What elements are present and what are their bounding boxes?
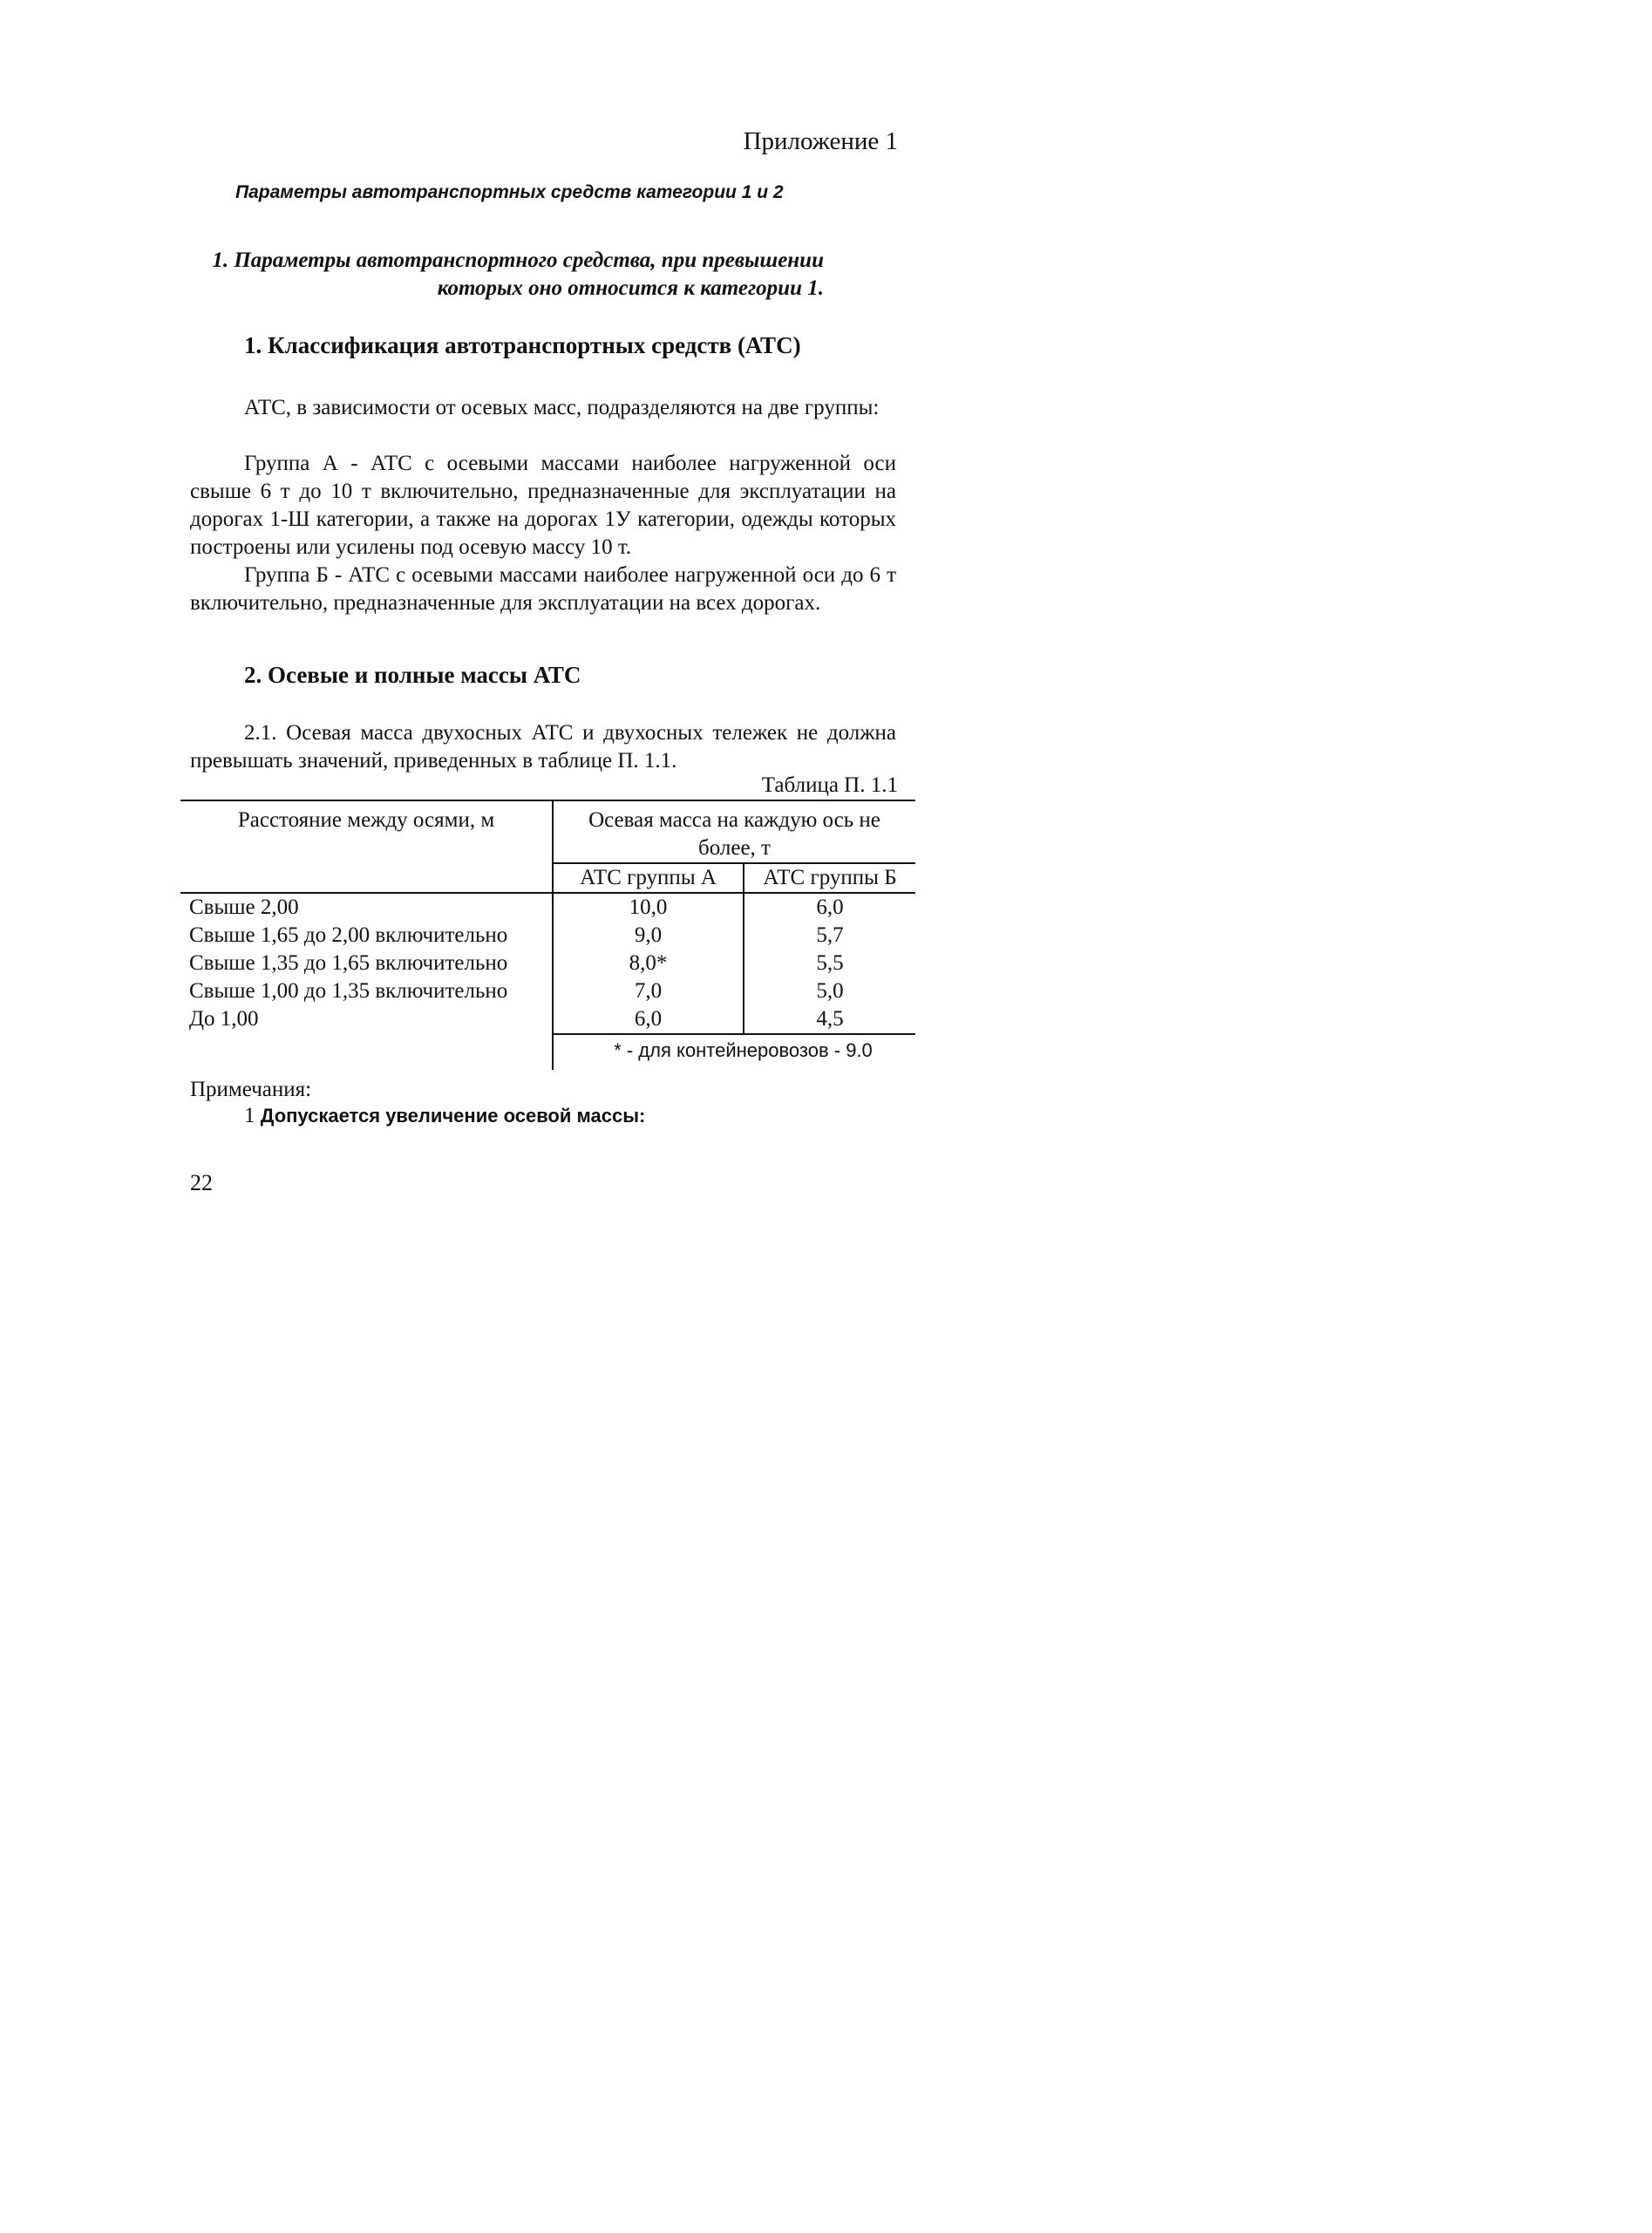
header-axle-mass: Осевая масса на каждую ось не более, т (553, 800, 915, 863)
table-caption: Таблица П. 1.1 (761, 773, 898, 797)
header-axle-distance: Расстояние между осями, м (180, 800, 553, 893)
table-row (180, 1005, 915, 1034)
row-label: Свыше 1,35 до 1,65 включительно (180, 950, 553, 977)
value-group-a: 10,0 (553, 893, 744, 922)
subtitle: 1. Параметры автотранспортного средства, при превышении которых оно относится к категории 1. (212, 248, 824, 300)
paragraph-group-b: Группа Б - АТС с осевыми массами наиболее нагруженной оси до 6 т включительно, предназначенные для эксплуатации на всех дорогах. (190, 563, 896, 615)
header-group-a: АТС группы А (553, 863, 744, 893)
section-2-heading: 2. Осевые и полные массы АТС (244, 662, 581, 688)
paragraph-2-1: 2.1. Осевая масса двухосных АТС и двухосных тележек не должна превышать значений, приведенных в таблице П. 1.1. (190, 721, 896, 773)
section-1-heading: 1. Классификация автотранспортных средств (АТС) (244, 332, 801, 358)
note-item-text: Допускается увеличение осевой массы: (260, 1105, 646, 1127)
row-label: Свыше 1,00 до 1,35 включительно (180, 977, 553, 1005)
table-footnote-row (180, 1034, 915, 1070)
value-group-a: 8,0* (553, 950, 744, 977)
appendix-label: Приложение 1 (743, 127, 898, 155)
value-group-b: 4,5 (744, 1005, 915, 1034)
axle-mass-table (180, 800, 915, 1070)
value-group-b: 6,0 (816, 895, 844, 919)
table-row (180, 893, 915, 922)
value-group-b: 5,7 (816, 923, 844, 947)
row-label: Свыше 1,65 до 2,00 включительно (180, 922, 553, 950)
row-label: Свыше 2,00 (180, 893, 553, 922)
table-row (180, 950, 915, 977)
note-item-number: 1 (244, 1104, 255, 1127)
page-number: 22 (190, 1170, 213, 1195)
table-footnote: * - для контейнеровозов - 9.0 (553, 1034, 915, 1070)
notes-title: Примечания: (190, 1078, 312, 1101)
paragraph-group-a: Группа А - АТС с осевыми массами наиболее нагруженной оси свыше 6 т до 10 т включительно, предназначенные для эксплуатации на дорогах 1-Ш категории, а также на дорогах 1У категории, одежды которых построены или усилены под осевую массу 10 т. (190, 452, 896, 559)
table-header-row (180, 800, 915, 863)
row-label: До 1,00 (180, 1005, 553, 1034)
value-group-a: 7,0 (553, 977, 744, 1005)
note-item-1 (244, 1104, 645, 1128)
paragraph-intro: АТС, в зависимости от осевых масс, подразделяются на две группы: (244, 396, 880, 419)
header-group-b: АТС группы Б (744, 863, 915, 893)
table-row (180, 977, 915, 1005)
value-group-b: 5,0 (816, 979, 844, 1003)
document-title: Параметры автотранспортных средств категории 1 и 2 (235, 182, 784, 202)
table-row (180, 922, 915, 950)
value-group-a: 9,0 (553, 922, 744, 950)
value-group-a: 6,0 (553, 1005, 744, 1034)
value-group-b: 5,5 (816, 951, 844, 975)
